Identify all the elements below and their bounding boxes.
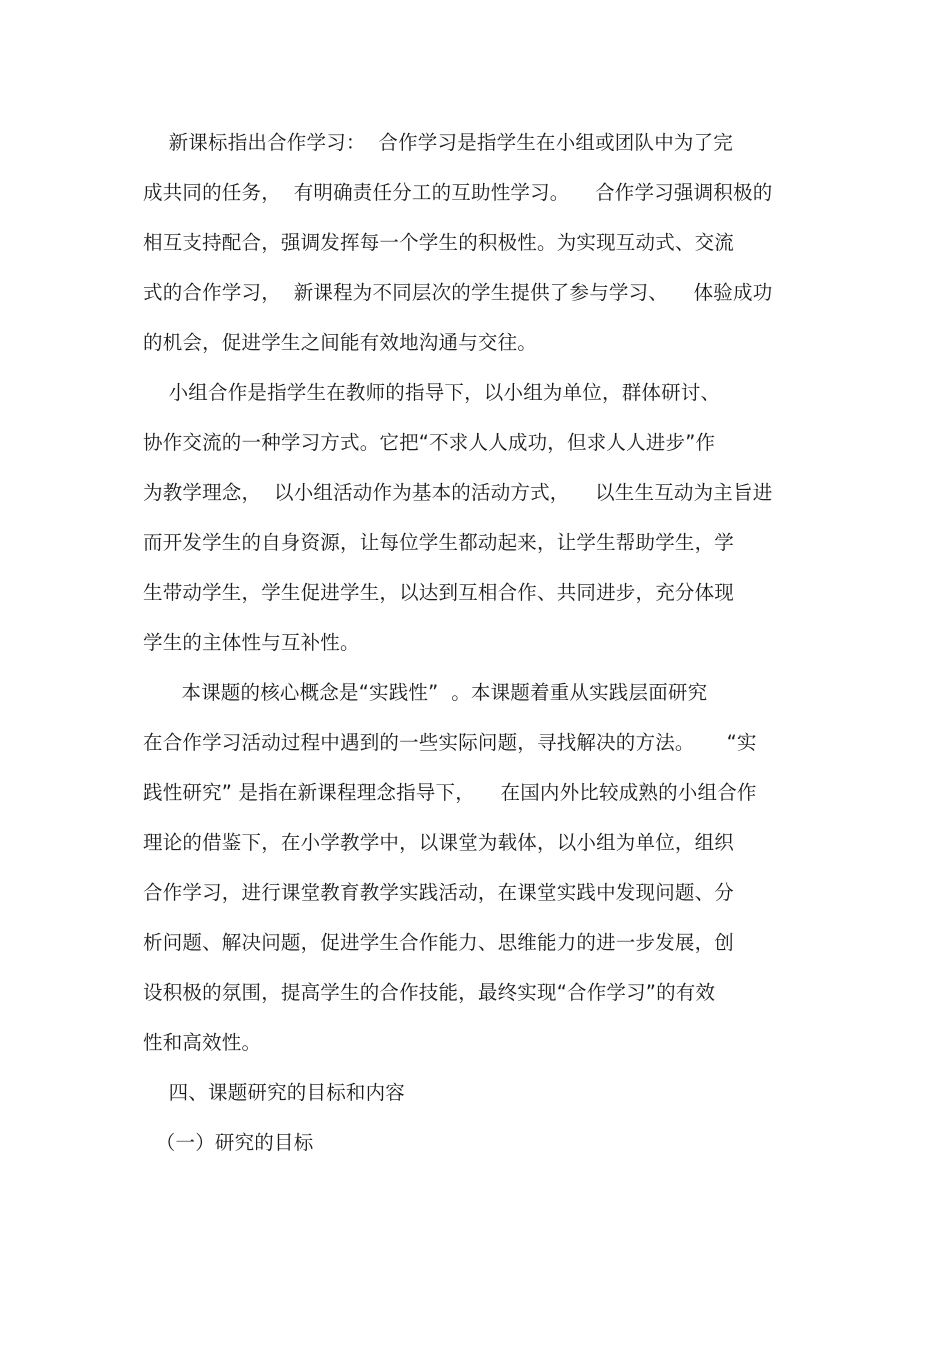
text-line: 生带动学生，学生促进学生，以达到互相合作、共同进步，充分体现 bbox=[143, 581, 735, 604]
text-line: 本课题的核心概念是“实践性” 。本课题着重从实践层面研究 bbox=[143, 681, 708, 704]
text-line: 践性研究” 是指在新课程理念指导下， 在国内外比较成熟的小组合作 bbox=[143, 781, 757, 804]
subsection-heading: （一）研究的目标 bbox=[143, 1131, 314, 1154]
text-line: 在合作学习活动过程中遇到的一些实际问题，寻找解决的方法。 “实 bbox=[143, 731, 757, 754]
text-line: 为教学理念， 以小组活动作为基本的活动方式， 以生生互动为主旨进 bbox=[143, 481, 773, 504]
text-line: 的机会，促进学生之间能有效地沟通与交往。 bbox=[143, 331, 538, 354]
section-heading: 四、课题研究的目标和内容 bbox=[143, 1081, 405, 1104]
document-body bbox=[143, 118, 823, 1168]
text-line: 而开发学生的自身资源，让每位学生都动起来，让学生帮助学生，学 bbox=[143, 531, 735, 554]
text-line: 式的合作学习， 新课程为不同层次的学生提供了参与学习、 体验成功 bbox=[143, 281, 773, 304]
text-line: 小组合作是指学生在教师的指导下，以小组为单位，群体研讨、 bbox=[143, 381, 721, 404]
text-line: 析问题、解决问题，促进学生合作能力、思维能力的进一步发展，创 bbox=[143, 931, 735, 954]
text-line: 设积极的氛围，提高学生的合作技能，最终实现“合作学习”的有效 bbox=[143, 981, 716, 1004]
text-line: 理论的借鉴下，在小学教学中，以课堂为载体，以小组为单位，组织 bbox=[143, 831, 735, 854]
text-line: 相互支持配合，强调发挥每一个学生的积极性。为实现互动式、交流 bbox=[143, 231, 735, 254]
text-line: 性和高效性。 bbox=[143, 1031, 262, 1054]
text-line: 学生的主体性与互补性。 bbox=[143, 631, 360, 654]
text-line: 协作交流的一种学习方式。它把“不求人人成功，但求人人进步”作 bbox=[143, 431, 716, 454]
text-line: 新课标指出合作学习： 合作学习是指学生在小组或团队中为了完 bbox=[143, 131, 733, 154]
text-line: 成共同的任务， 有明确责任分工的互助性学习。 合作学习强调积极的 bbox=[143, 181, 773, 204]
text-line: 合作学习，进行课堂教育教学实践活动，在课堂实践中发现问题、分 bbox=[143, 881, 735, 904]
